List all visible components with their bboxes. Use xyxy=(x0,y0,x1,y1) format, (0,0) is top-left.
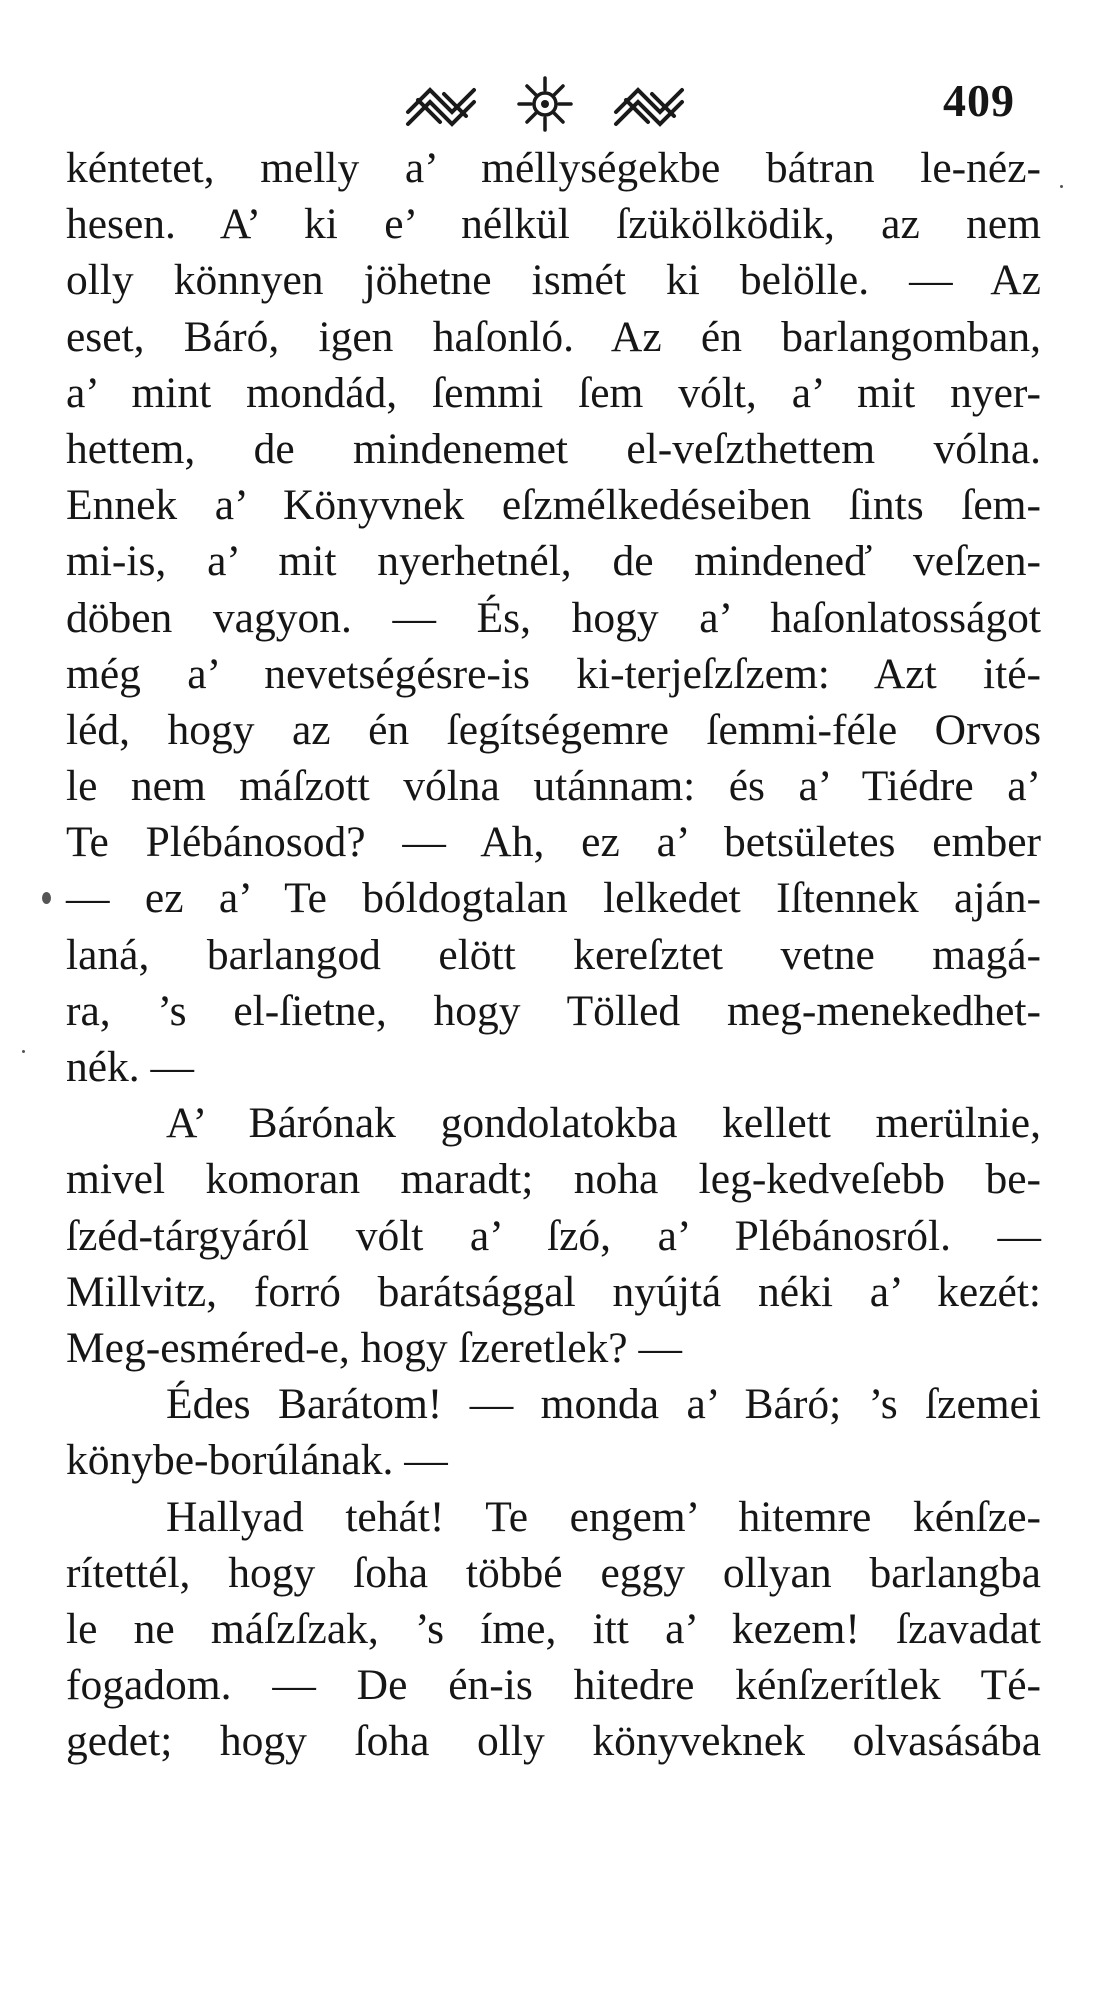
text-line: mi-is, a’ mit nyerhetnél, de mindeneď veſzen- xyxy=(66,537,1041,586)
text-line: laná, barlangod elött kereſztet vetne magá- xyxy=(66,930,1041,979)
body-text xyxy=(66,140,1041,1769)
text-line: ſzéd-tárgyáról vólt a’ ſzó, a’ Plébánosról. — xyxy=(66,1211,1041,1260)
text-line: még a’ nevetségésre-is ki-terjeſzſzem: Azt ité- xyxy=(66,649,1041,698)
text-line: Ennek a’ Könyvnek eſzmélkedéseiben ſints ſem- xyxy=(66,481,1041,530)
ink-speck xyxy=(22,1050,25,1053)
text-line: A’ Bárónak gondolatokba kellett merülnie, xyxy=(166,1099,1041,1148)
text-line: rítettél, hogy ſoha többé eggy ollyan barlangba xyxy=(66,1548,1041,1597)
text-line: Millvitz, forró barátsággal nyújtá néki a’ kezét: xyxy=(66,1267,1041,1316)
text-line: eset, Báró, igen haſonló. Az én barlangomban, xyxy=(66,312,1041,361)
text-line: hettem, de mindenemet el-veſzthettem vólna. xyxy=(66,424,1041,473)
text-line: fogadom. — De én-is hitedre kénſzerítlek Té- xyxy=(66,1661,1041,1710)
text-line: léd, hogy az én ſegítségemre ſemmi-féle Orvos xyxy=(66,705,1041,754)
page-header xyxy=(0,72,1115,142)
text-line: ra, ’s el-ſietne, hogy Tölled meg-menekedhet- xyxy=(66,986,1041,1035)
text-line: mivel komoran maradt; noha leg-kedveſebb be- xyxy=(66,1155,1041,1204)
ink-speck xyxy=(42,892,51,904)
text-line: gedet; hogy ſoha olly könyveknek olvasásába xyxy=(66,1717,1041,1766)
text-line: kéntetet, melly a’ méllységekbe bátran le-néz- xyxy=(66,144,1041,192)
text-line: olly könnyen jöhetne ismét ki belölle. — Az xyxy=(66,256,1041,305)
text-line: könybe-borúlának. — xyxy=(66,1436,448,1485)
text-line: Meg-esméred-e, hogy ſzeretlek? — xyxy=(66,1323,682,1372)
text-line: Édes Barátom! — monda a’ Báró; ’s ſzemei xyxy=(166,1380,1041,1429)
text-line: — ez a’ Te bóldogtalan lelkedet Iſtennek aján- xyxy=(66,874,1041,923)
page-number: 409 xyxy=(943,75,1015,126)
text-line: Te Plébánosod? — Ah, ez a’ betsületes ember xyxy=(66,818,1041,867)
text-line: hesen. A’ ki e’ nélkül ſzükölködik, az nem xyxy=(66,200,1041,249)
text-line: nék. — xyxy=(66,1043,195,1091)
text-line: Hallyad tehát! Te engem’ hitemre kénſze- xyxy=(166,1492,1041,1541)
text-line: a’ mint mondád, ſemmi ſem vólt, a’ mit nyer- xyxy=(66,368,1041,417)
ink-speck xyxy=(1060,185,1063,188)
text-line: döben vagyon. — És, hogy a’ haſonlatosságot xyxy=(66,593,1041,642)
text-line: le nem máſzott vólna utánnam: és a’ Tiédre a’ xyxy=(66,762,1041,811)
text-line: le ne máſzſzak, ’s íme, itt a’ kezem! ſzavadat xyxy=(66,1604,1041,1653)
ornament-icon xyxy=(400,72,690,134)
